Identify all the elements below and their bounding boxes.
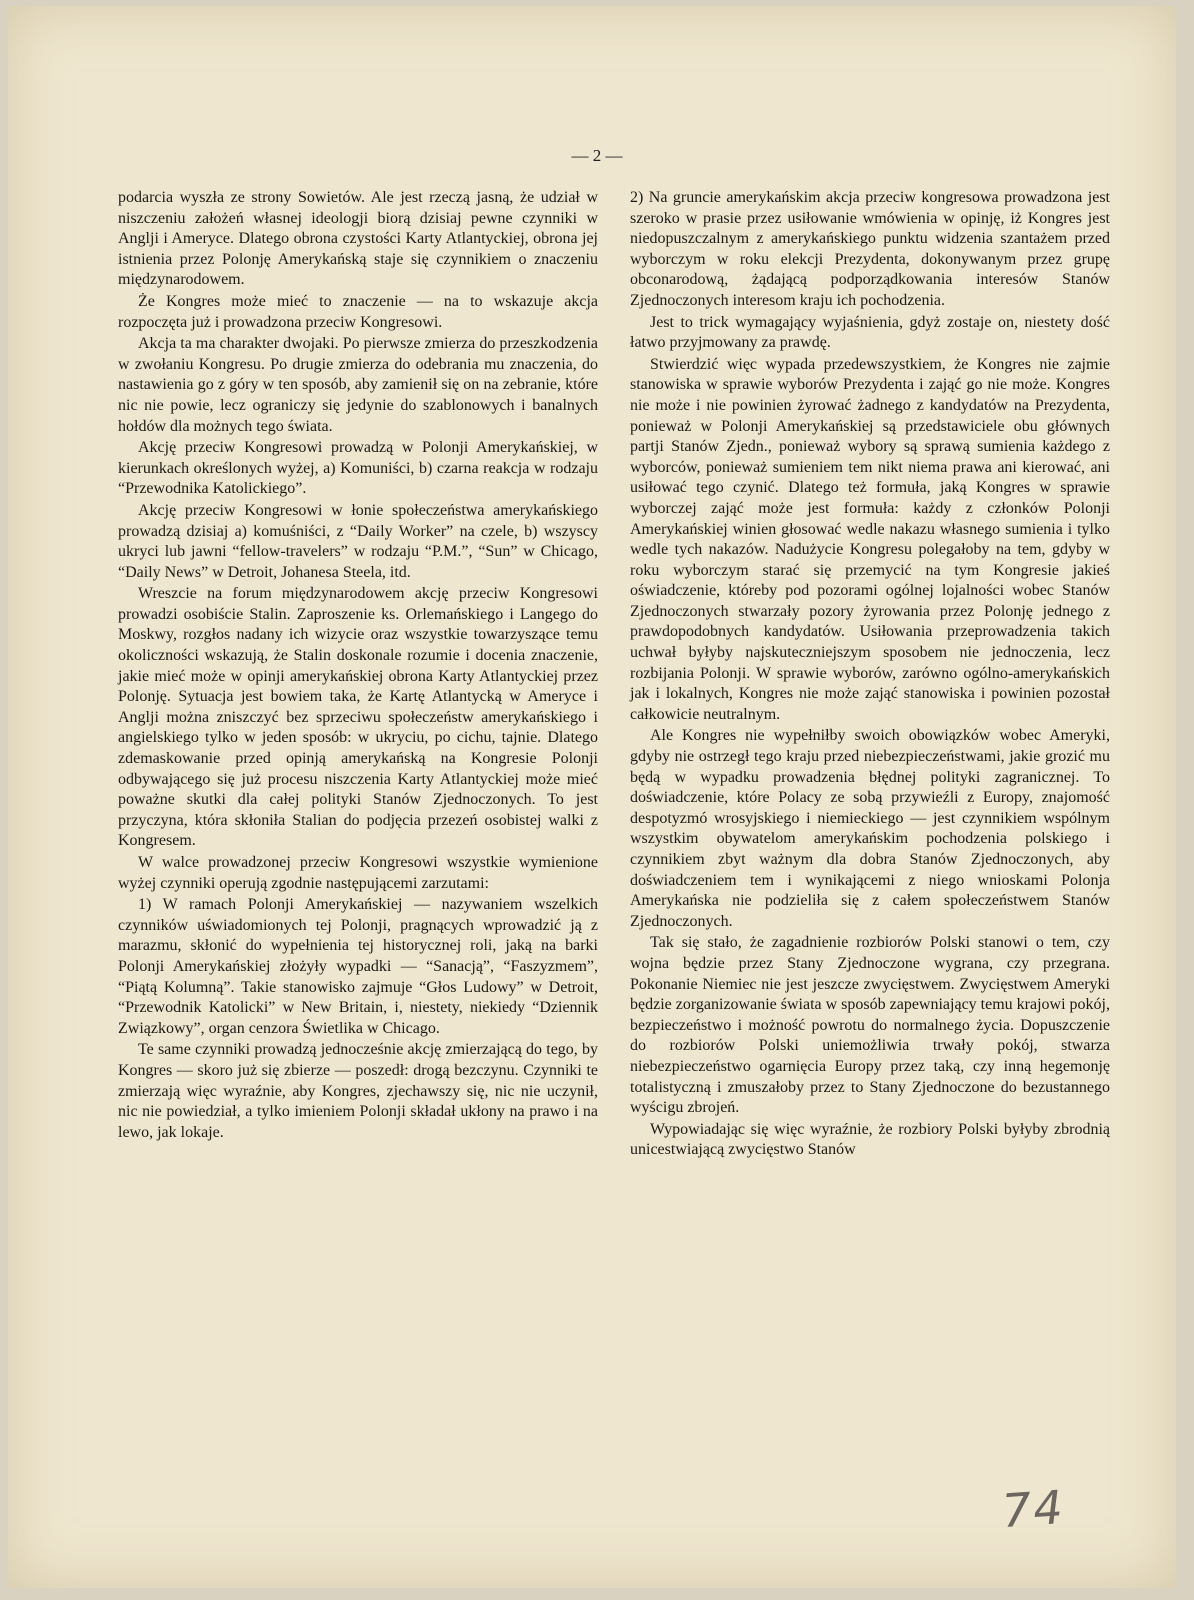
paragraph: 2) Na gruncie amerykańskim akcja przeciw kongresowa prowadzona jest szeroko w prasie przez usiłowanie wmówienia w opinję, iż Kongres jest niedopuszczalnym z amerykańskiego punktu widzenia szantażem przed wyborczym w roku elekcji Prezydenta, dokonywanym przez grupę obconarodową, żądającą podporządkowania interesów Stanów Zjednoczonych interesom kraju ich pochodzenia.: [630, 189, 1110, 309]
paragraph: Jest to trick wymagający wyjaśnienia, gdyż zostaje on, niestety dość łatwo przyjmowany za prawdę.: [630, 313, 1110, 352]
paragraph: Akcja ta ma charakter dwojaki. Po pierwsze zmierza do przeszkodzenia w zwołaniu Kongresu. Po drugie zmierza do odebrania mu znaczenia, do nastawienia go z góry w ten sposób, aby zamienił się on na zebranie, które nic nie powie, lecz ograniczy się jedynie do szablonowych i banalnych hołdów dla możnych tego świata.: [118, 335, 598, 435]
paragraph: Wypowiadając się więc wyraźnie, że rozbiory Polski byłyby zbrodnią unicestwiającą zwycięstwo Stanów: [630, 1120, 1110, 1159]
paragraph: podarcia wyszła ze strony Sowietów. Ale jest rzeczą jasną, że udział w niszczeniu założeń własnej ideologji biorą dzisiaj pewne czynniki w Anglji i Ameryce. Dlatego obrona czystości Karty Atlantyckiej, obrona jej istnienia przez Polonję Amerykańską staje się czynnikiem o znaczeniu międzynarodowem.: [118, 189, 598, 289]
paragraph: Stwierdzić więc wypada przedewszystkiem, że Kongres nie zajmie stanowiska w sprawie wyborów Prezydenta i zająć go nie może. Kongres nie może i nie powinien żyrować żadnego z kandydatów na Prezydenta, ponieważ w Polonji Amerykańskiej są przedstawiciele obu głównych partji Stanów Zjedn., ponieważ wybory są sprawą sumienia każdego z wyborców, ponieważ sumieniem tem nikt niema prawa ani kierować, ani usiłować tego czynić. Dlatego też formuła, jaką Kongres w sprawie wyborczej zająć może jest formuła: każdy z członków Polonji Amerykańskiej winien głosować wedle nakazu własnego sumienia i tylko wedle tych nakazów. Nadużycie Kongresu polegałoby na tem, gdyby w roku wyborczym starać się przemycić na tym Kongresie jakieś oświadczenie, któreby pod pozorami ogólnej lojalności wobec Stanów Zjednoczonych stwarzały pozory żyrowania przez Polonję jednego z prawdopodobnych kandydatów. Usiłowania przeprowadzenia takich uchwał byłyby najskuteczniejszym sposobem nie jednoczenia, lecz rozbijania Polonji. W sprawie wyborów, zarówno ogólno-amerykańskich jak i lokalnych, Kongres nie może zająć stanowiska i powinien pozostał całkowicie neutralnym.: [630, 355, 1110, 723]
paragraph: Ale Kongres nie wypełniłby swoich obowiązków wobec Ameryki, gdyby nie ostrzegł tego kraju przed niebezpieczeństwami, jakie grozić mu będą w wypadku prowadzenia błędnej polityki zagranicznej. To doświadczenie, które Polacy ze sobą przywieźli z Europy, znajomość despotyzmó wrosyjskiego i niemieckiego — jest czynnikiem wspólnym wszystkim obywatelom amerykańskim pochodzenia polskiego i czynnikiem zbyt ważnym dla dobra Stanów Zjednoczonych, aby doświadczeniem tem i wynikającemi z niego wnioskami Polonja Amerykańska nie podzieliła się z całem społeczeństwem Stanów Zjednoczonych.: [630, 727, 1110, 930]
right-column: [630, 188, 1110, 1162]
paragraph: 1) W ramach Polonji Amerykańskiej — nazywaniem wszelkich czynników uświadomionych tej Polonji, pragnących wprowadzić ją z marazmu, skłonić do wypełnienia tej historycznej roli, jaką na barki Polonji Amerykańskiej złożyły wypadki — “Sanacją”, “Faszyzmem”, “Piątą Kolumną”. Takie stanowisko zajmuje “Głos Ludowy” w Detroit, “Przewodnik Katolicki” w New Britain, i, niestety, niekiedy “Dziennik Związkowy”, organ cenzora Świetlika w Chicago.: [118, 896, 598, 1037]
paragraph: Że Kongres może mieć to znaczenie — na to wskazuje akcja rozpoczęta już i prowadzona przeciw Kongresowi.: [118, 292, 598, 331]
left-column: [118, 188, 598, 1144]
paragraph: Wreszcie na forum międzynarodowem akcję przeciw Kongresowi prowadzi osobiście Stalin. Zaproszenie ks. Orlemańskiego i Langego do Moskwy, rozgłos nadany ich wizycie oraz wszystkie towarzyszące temu okoliczności wskazują, że Stalin doskonale rozumie i docenia znaczenie, jakie mieć może w opinji amerykańskiej obrona Karty Atlantyckiej przez Polonję. Sytuacja jest bowiem taka, że Kartę Atlantycką w Ameryce i Anglji można zniszczyć bez sprzeciwu społeczeństw amerykańskiego i angielskiego tylko w jeden sposób: w ukryciu, po cichu, tajnie. Dlatego zdemaskowanie przed opinją amerykańską na Kongresie Polonji odbywającego się już procesu niszczenia Karty Atlantyckiej może mieć poważne skutki dla całej polityki Stanów Zjednoczonych. To jest przyczyna, która skłoniła Stalian do podjęcia przezeń osobistej walki z Kongresem.: [118, 585, 598, 850]
paragraph: Tak się stało, że zagadnienie rozbiorów Polski stanowi o tem, czy wojna będzie przez Stany Zjednoczone wygrana, czy przegrana. Pokonanie Niemiec nie jest jeszcze zwycięstwem. Zwycięstwem Ameryki będzie zorganizowanie świata w sposób zapewniający temu krajowi pokój, bezpieczeństwo i możność powrotu do normalnego życia. Dopuszczenie do rozbiorów Polski uniemożliwia trwały pokój, stwarza niebezpieczeństwo ogarnięcia Europy przez taką, czy inną hegemonję totalistyczną i zmuszałoby przez to Stany Zjednoczone do bezustannego wyścigu zbrojeń.: [630, 934, 1110, 1117]
paragraph: Akcję przeciw Kongresowi prowadzą w Polonji Amerykańskiej, w kierunkach określonych wyżej, a) Komuniści, b) czarna reakcja w rodzaju “Przewodnika Katolickiego”.: [118, 439, 598, 498]
handwritten-page-number: 74: [1000, 1479, 1067, 1539]
paragraph: W walce prowadzonej przeciw Kongresowi wszystkie wymienione wyżej czynniki operują zgodnie następującemi zarzutami:: [118, 854, 598, 892]
paragraph: Te same czynniki prowadzą jednocześnie akcję zmierzającą do tego, by Kongres — skoro już się zbierze — poszedł: drogą bezczynu. Czynniki te zmierzają więc wyraźnie, aby Kongres, zjechawszy się, nic nie uczynił, nic nie powiedział, a tylko imieniem Polonji składał ukłony na prawo i na lewo, jak lokaje.: [118, 1041, 598, 1141]
paragraph: Akcję przeciw Kongresowi w łonie społeczeństwa amerykańskiego prowadzą dzisiaj a) komuśniści, z “Daily Worker” na czele, b) wszyscy ukryci lub jawni “fellow-travelers” w rodzaju “P.M.”, “Sun” w Chicago, “Daily News” w Detroit, Johanesa Steela, itd.: [118, 501, 598, 581]
page-number: — 2 —: [571, 146, 623, 165]
